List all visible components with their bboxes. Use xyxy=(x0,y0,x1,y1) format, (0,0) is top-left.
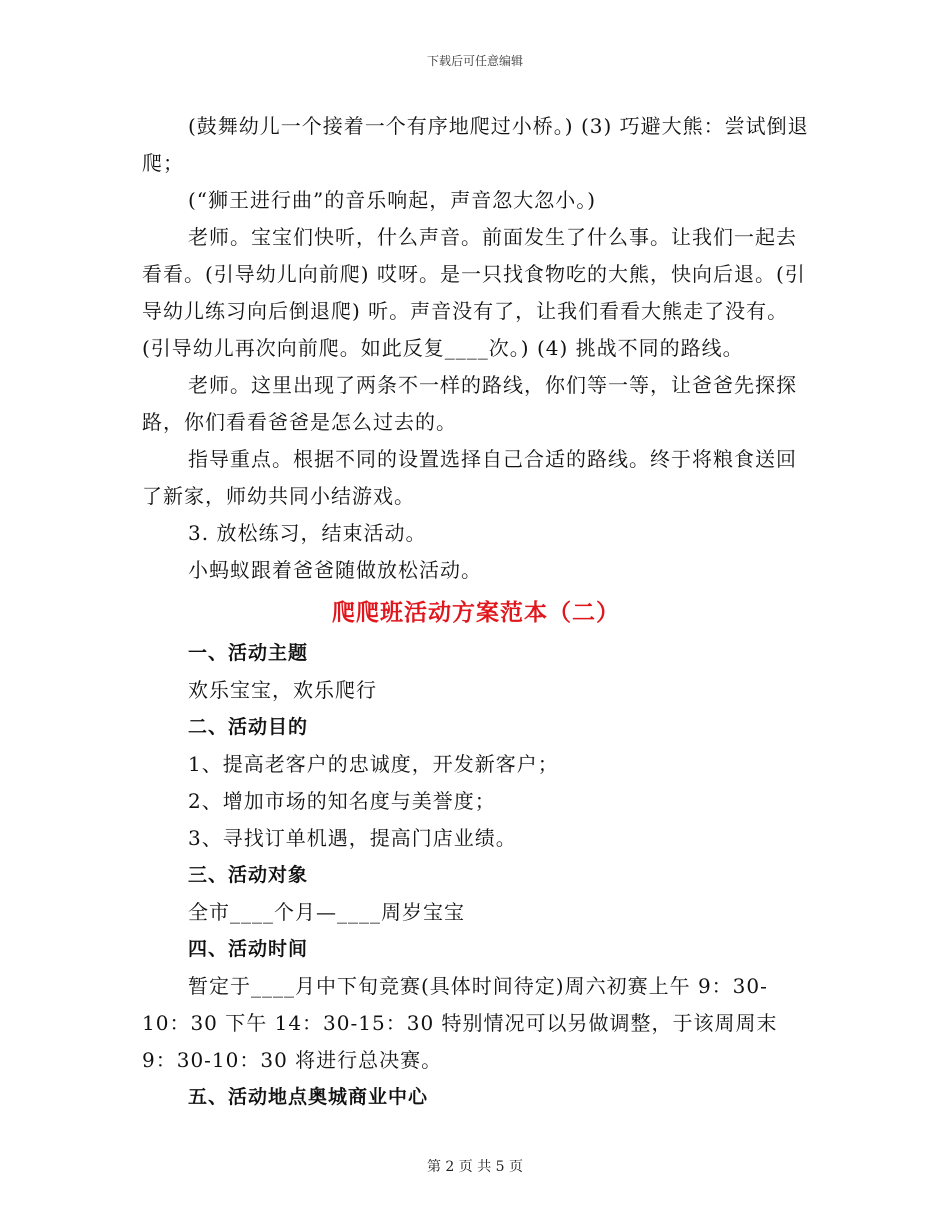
paragraph: 指导重点。根据不同的设置选择自己合适的路线。终于将粮食送回了新家，师幼共同小结游戏。 xyxy=(142,447,797,508)
paragraph: (鼓舞幼儿一个接着一个有序地爬过小桥。) (3) 巧避大熊：尝试倒退爬； xyxy=(142,114,809,175)
section-heading: 五、活动地点奥城商业中心 xyxy=(188,1086,429,1108)
list-item: 1、提高老客户的忠诚度，开发新客户； xyxy=(188,752,559,776)
paragraph: 全市____个月—____周岁宝宝 xyxy=(188,900,465,924)
paragraph: (“狮王进行曲”的音乐响起，声音忽大忽小。) xyxy=(188,188,597,212)
page-footer: 第 2 页 共 5 页 xyxy=(426,1159,524,1175)
list-item: 2、增加市场的知名度与美誉度； xyxy=(188,789,496,813)
section-heading: 二、活动目的 xyxy=(188,716,309,738)
section-title: 爬爬班活动方案范本（二） xyxy=(332,600,620,626)
paragraph: 老师。这里出现了两条不一样的路线，你们等一等，让爸爸先探探路，你们看看爸爸是怎么过去的。 xyxy=(142,373,797,434)
paragraph: 暂定于____月中下旬竞赛(具体时间待定)周六初赛上午 9：30-10：30 下午 14：30-15：30 特别情况可以另做调整，于该周周末 9：30-10：30 将进行总决赛。 xyxy=(142,974,778,1072)
paragraph: 老师。宝宝们快听，什么声音。前面发生了什么事。让我们一起去看看。(引导幼儿向前爬) 哎呀。是一只找食物吃的大熊，快向后退。(引导幼儿练习向后倒退爬) 听。声音没有了，让我们看看大熊走了没有。(引导幼儿再次向前爬。如此反复____次。) (4) 挑战不同的路线。 xyxy=(142,225,806,360)
page-header: 下载后可任意编辑 xyxy=(426,54,523,68)
paragraph: 小蚂蚁跟着爸爸随做放松活动。 xyxy=(188,558,482,582)
section-heading: 一、活动主题 xyxy=(188,642,309,664)
paragraph: 欢乐宝宝，欢乐爬行 xyxy=(188,678,377,702)
section-heading: 三、活动对象 xyxy=(188,864,309,886)
document-body xyxy=(142,108,810,1116)
list-item: 3、寻找订单机遇，提高门店业绩。 xyxy=(188,826,517,850)
paragraph: 3. 放松练习，结束活动。 xyxy=(188,521,427,545)
section-heading: 四、活动时间 xyxy=(188,938,309,960)
